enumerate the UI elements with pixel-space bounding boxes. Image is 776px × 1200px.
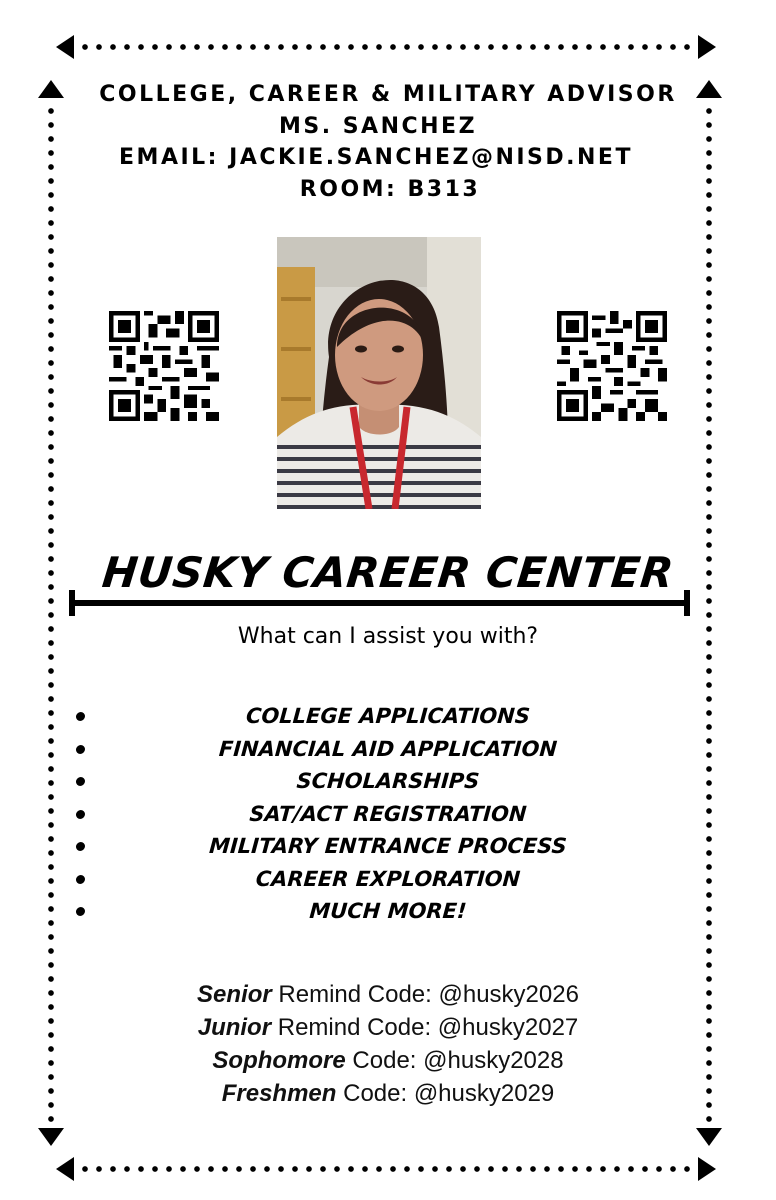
arrow-left-icon — [56, 35, 74, 59]
list-item — [0, 830, 776, 863]
code-text: Code: @husky2029 — [336, 1080, 555, 1107]
bullet-icon — [76, 842, 86, 851]
service-label: CAREER EXPLORATION — [254, 866, 522, 891]
frame-left-dots — [48, 104, 54, 1122]
advisor-role: COLLEGE, CAREER & MILITARY ADVISOR — [99, 82, 677, 107]
services-list — [0, 700, 776, 928]
service-label: MILITARY ENTRANCE PROCESS — [208, 834, 568, 858]
code-text: Remind Code: @husky2026 — [271, 981, 579, 1008]
bullet-icon — [76, 745, 86, 754]
advisor-email[interactable]: EMAIL: JACKIE.SANCHEZ@NISD.NET — [119, 145, 633, 170]
code-freshmen — [0, 1077, 776, 1110]
bullet-icon — [76, 875, 86, 884]
title-underline — [72, 600, 688, 606]
title-underline-cap-left — [69, 590, 75, 616]
page-title: HUSKY CAREER CENTER — [99, 548, 677, 597]
grade-label: Junior — [197, 1014, 272, 1041]
advisor-name: MS. SANCHEZ — [278, 114, 478, 139]
advisor-photo — [277, 237, 481, 509]
list-item — [0, 733, 776, 766]
list-item — [0, 798, 776, 831]
grade-label: Senior — [197, 981, 272, 1008]
advisor-room: ROOM: B313 — [299, 177, 481, 202]
service-label: SCHOLARSHIPS — [295, 769, 481, 793]
list-item — [0, 765, 776, 798]
arrow-right-icon — [698, 35, 716, 59]
bullet-icon — [76, 777, 86, 786]
assist-question: What can I assist you with? — [237, 624, 539, 649]
qr-code-right[interactable] — [557, 311, 667, 421]
bullet-icon — [76, 810, 86, 819]
service-label: SAT/ACT REGISTRATION — [248, 801, 528, 826]
frame-right-dots — [706, 104, 712, 1122]
arrow-left-icon — [56, 1157, 74, 1181]
list-item — [0, 895, 776, 928]
code-sophomore — [0, 1044, 776, 1077]
grade-label: Sophomore — [212, 1047, 346, 1074]
frame-bottom-dots — [78, 1166, 698, 1172]
qr-code-icon — [557, 311, 667, 421]
bullet-icon — [76, 712, 86, 721]
service-label: FINANCIAL AID APPLICATION — [218, 736, 558, 761]
list-item — [0, 863, 776, 896]
arrow-down-icon — [696, 1128, 722, 1146]
qr-code-left[interactable] — [109, 311, 219, 421]
code-text: Code: @husky2028 — [345, 1047, 564, 1074]
arrow-right-icon — [698, 1157, 716, 1181]
title-underline-cap-right — [684, 590, 690, 616]
service-label: COLLEGE APPLICATIONS — [245, 704, 531, 728]
code-text: Remind Code: @husky2027 — [271, 1014, 579, 1041]
qr-code-icon — [109, 311, 219, 421]
code-junior — [0, 1011, 776, 1044]
frame-top-dots — [78, 44, 698, 50]
code-senior — [0, 978, 776, 1011]
arrow-down-icon — [38, 1128, 64, 1146]
bullet-icon — [76, 907, 86, 916]
remind-codes — [0, 978, 776, 1110]
grade-label: Freshmen — [221, 1080, 337, 1107]
list-item — [0, 700, 776, 733]
service-label: MUCH MORE! — [308, 899, 468, 923]
